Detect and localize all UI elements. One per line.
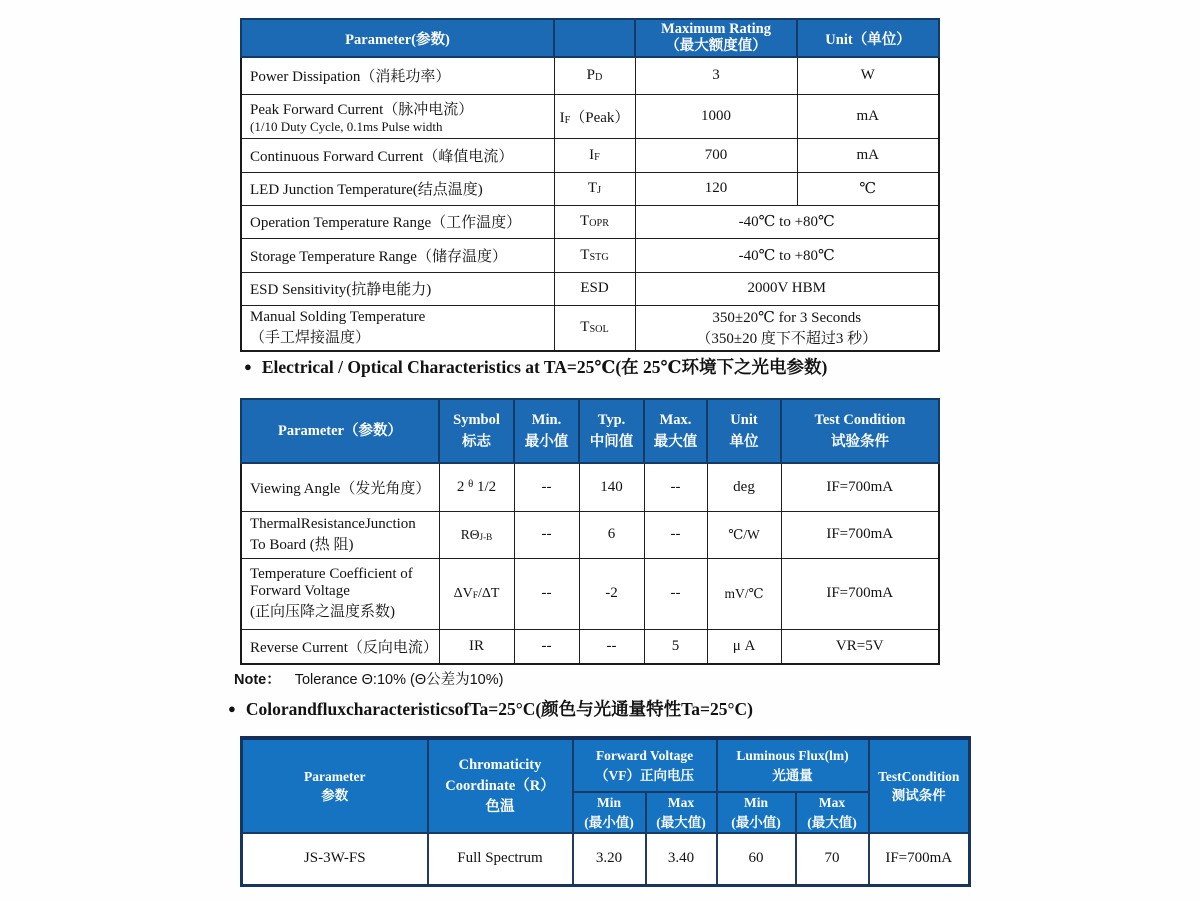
col-header-max-rating: Maximum Rating （最大额度值） <box>635 19 797 57</box>
col-header-luminous-flux: Luminous Flux(lm) 光通量 <box>717 738 869 792</box>
test-condition-cell: VR=5V <box>781 629 939 664</box>
parameter-cell: ESD Sensitivity(抗静电能力) <box>241 272 554 305</box>
table-row <box>241 57 939 94</box>
test-condition-cell: IF=700mA <box>781 463 939 511</box>
col-header-parameter: Parameter(参数) <box>241 19 554 57</box>
max-cell: 5 <box>644 629 707 664</box>
test-condition-cell: IF=700mA <box>869 833 970 885</box>
parameter-cell: Manual Solding Temperature （手工焊接温度） <box>241 305 554 351</box>
table-row <box>241 172 939 205</box>
test-condition-cell: IF=700mA <box>781 511 939 558</box>
col-header-max: Max. 最大值 <box>644 399 707 463</box>
table-row <box>241 94 939 138</box>
typ-cell: -2 <box>579 558 644 629</box>
symbol-cell: $T_{STG}$ <box>554 238 635 272</box>
parameter-cell: Power Dissipation（消耗功率） <box>241 57 554 94</box>
unit-cell: mA <box>797 138 939 172</box>
symbol-cell: $T_{SOL}$ <box>554 305 635 351</box>
section-heading-text: ColorandfluxcharacteristicsofTa=25°C(颜色与光通量特性Ta=25°C) <box>245 699 753 719</box>
symbol-cell: 2 $^\theta$ 1/2 <box>439 463 514 511</box>
col-subheader-vf-max: Max (最大值) <box>646 792 717 833</box>
symbol-cell: $\Delta V_F/\Delta T$ <box>439 558 514 629</box>
chromaticity-cell: Full Spectrum <box>428 833 573 885</box>
value-span-cell: 2000V HBM <box>635 272 939 305</box>
symbol-cell: $P_D$ <box>554 57 635 94</box>
table-header-row <box>241 399 939 463</box>
parameter-cell: Storage Temperature Range（储存温度） <box>241 238 554 272</box>
max-cell: -- <box>644 511 707 558</box>
parameter-cell: ThermalResistanceJunction To Board (热 阻) <box>241 511 439 558</box>
col-header-min: Min. 最小值 <box>514 399 579 463</box>
col-header-symbol-blank <box>554 19 635 57</box>
symbol-cell: ESD <box>554 272 635 305</box>
col-header-unit: Unit 单位 <box>707 399 781 463</box>
flux-max-cell: 70 <box>796 833 869 885</box>
section-heading-electrical-optical <box>244 354 827 379</box>
table-row <box>241 305 939 351</box>
table-row <box>241 463 939 511</box>
symbol-cell: $R\Theta_{J-B}$ <box>439 511 514 558</box>
table-row <box>241 511 939 558</box>
typ-cell: -- <box>579 629 644 664</box>
table-header-row <box>241 19 939 57</box>
col-header-chromaticity: Chromaticity Coordinate（R） 色温 <box>428 738 573 833</box>
col-subheader-vf-min: Min (最小值) <box>573 792 646 833</box>
max-ratings-table <box>240 18 940 352</box>
note-text: Tolerance Θ:10% (Θ公差为10%) <box>294 672 504 688</box>
col-header-symbol: Symbol 标志 <box>439 399 514 463</box>
electro-optical-table <box>240 398 940 665</box>
unit-cell: mA <box>797 94 939 138</box>
test-condition-cell: IF=700mA <box>781 558 939 629</box>
rating-cell: 3 <box>635 57 797 94</box>
col-header-typ: Typ. 中间值 <box>579 399 644 463</box>
col-header-test-condition: TestCondition 测试条件 <box>869 738 970 833</box>
parameter-cell: Temperature Coefficient of Forward Voltage (正向压降之温度系数) <box>241 558 439 629</box>
col-header-test-condition: Test Condition 试验条件 <box>781 399 939 463</box>
table-row <box>241 629 939 664</box>
vf-min-cell: 3.20 <box>573 833 646 885</box>
unit-cell: deg <box>707 463 781 511</box>
value-span-cell: -40℃ to +80℃ <box>635 238 939 272</box>
min-cell: -- <box>514 463 579 511</box>
vf-max-cell: 3.40 <box>646 833 717 885</box>
table-row <box>241 238 939 272</box>
table-row <box>241 138 939 172</box>
col-header-parameter: Parameter（参数） <box>241 399 439 463</box>
unit-cell: μ A <box>707 629 781 664</box>
value-span-cell: -40℃ to +80℃ <box>635 205 939 238</box>
parameter-cell: LED Junction Temperature(结点温度) <box>241 172 554 205</box>
symbol-cell: $I_F(Peak)$ <box>554 94 635 138</box>
unit-cell: ℃ <box>797 172 939 205</box>
table-header-row <box>242 738 970 792</box>
color-flux-table <box>240 736 971 887</box>
typ-cell: 140 <box>579 463 644 511</box>
unit-cell: ℃/W <box>707 511 781 558</box>
table-row <box>242 833 970 885</box>
section-heading-color-flux <box>228 696 753 721</box>
col-header-forward-voltage: Forward Voltage （VF）正向电压 <box>573 738 717 792</box>
symbol-cell: $T_{OPR}$ <box>554 205 635 238</box>
symbol-cell: IR <box>439 629 514 664</box>
min-cell: -- <box>514 629 579 664</box>
table-row <box>241 272 939 305</box>
parameter-cell: Peak Forward Current（脉冲电流） (1/10 Duty Cycle, 0.1ms Pulse width <box>241 94 554 138</box>
col-header-unit: Unit（单位） <box>797 19 939 57</box>
col-subheader-flux-min: Min (最小值) <box>717 792 796 833</box>
rating-cell: 700 <box>635 138 797 172</box>
typ-cell: 6 <box>579 511 644 558</box>
bullet-icon: ● <box>244 359 252 375</box>
unit-cell: W <box>797 57 939 94</box>
rating-cell: 1000 <box>635 94 797 138</box>
flux-min-cell: 60 <box>717 833 796 885</box>
table-row <box>241 558 939 629</box>
col-subheader-flux-max: Max (最大值) <box>796 792 869 833</box>
section-heading-text: Electrical / Optical Characteristics at TA=25℃(在 25℃环境下之光电参数) <box>261 357 828 377</box>
parameter-cell: Continuous Forward Current（峰值电流） <box>241 138 554 172</box>
unit-cell: mV/℃ <box>707 558 781 629</box>
symbol-cell: $I_F$ <box>554 138 635 172</box>
max-cell: -- <box>644 558 707 629</box>
parameter-cell: Reverse Current（反向电流） <box>241 629 439 664</box>
col-header-parameter: Parameter 参数 <box>242 738 428 833</box>
note-label: Note： <box>234 672 281 688</box>
parameter-cell: Viewing Angle（发光角度） <box>241 463 439 511</box>
rating-cell: 120 <box>635 172 797 205</box>
min-cell: -- <box>514 511 579 558</box>
bullet-icon: ● <box>228 701 236 717</box>
max-cell: -- <box>644 463 707 511</box>
table-row <box>241 205 939 238</box>
note-line <box>234 668 503 689</box>
parameter-cell: Operation Temperature Range（工作温度） <box>241 205 554 238</box>
symbol-cell: $T_J$ <box>554 172 635 205</box>
min-cell: -- <box>514 558 579 629</box>
part-number-cell: JS-3W-FS <box>242 833 428 885</box>
value-span-cell: 350±20℃ for 3 Seconds （350±20 度下不超过3 秒） <box>635 305 939 351</box>
